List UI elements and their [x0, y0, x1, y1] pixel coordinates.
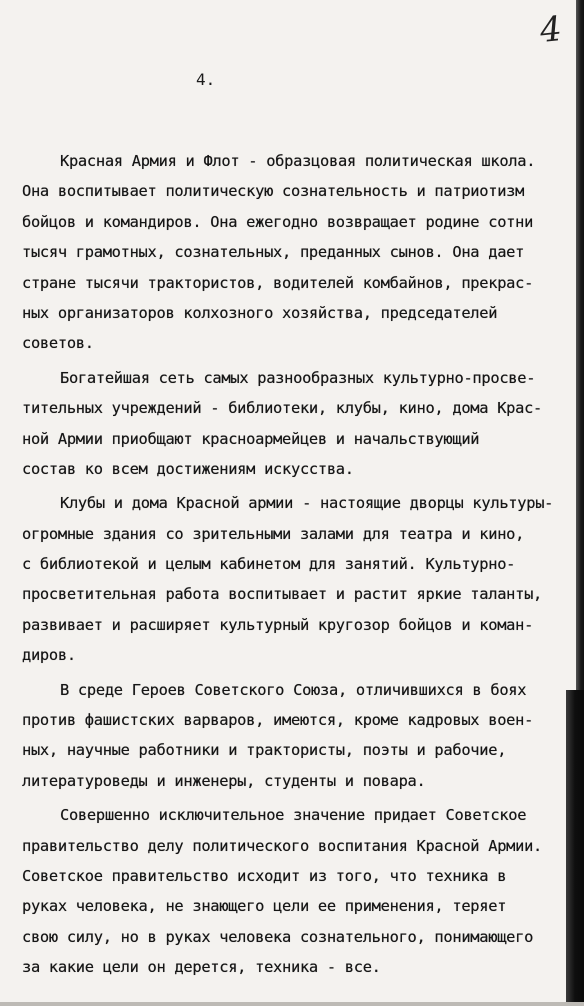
typed-page-number: 4. — [196, 70, 216, 89]
text-line: советов. — [22, 334, 94, 353]
text-line: стране тысячи трактористов, водителей комбайнов, прекрас- — [22, 273, 534, 292]
text-line: Советское правительство исходит из того, что техника в — [22, 866, 507, 885]
text-line: за какие цели он дерется, техника - все. — [22, 958, 381, 977]
paragraph — [22, 146, 570, 359]
text-line: против фашистских варваров, имеются, кроме кадровых воен- — [22, 711, 534, 730]
text-line: литературоведы и инженеры, студенты и повара. — [22, 771, 426, 790]
text-line: свою силу, но в руках человека сознательного, понимающего — [22, 927, 534, 946]
text-line: развивает и расширяет культурный кругозор бойцов и коман- — [22, 615, 534, 634]
text-line: В среде Героев Советского Союза, отличившихся в боях — [60, 680, 527, 699]
text-line: тысяч грамотных, сознательных, преданных сынов. Она дает — [22, 243, 525, 262]
text-line: тительных учреждений - библиотеки, клубы, кино, дома Крас- — [22, 399, 543, 418]
text-line: Она воспитывает политическую сознательность и патриотизм — [22, 182, 525, 201]
text-line: состав ко всем достижениям искусства. — [22, 459, 354, 478]
paragraph — [22, 488, 570, 670]
text-line: ных, научные работники и трактористы, поэты и рабочие, — [22, 741, 507, 760]
text-line: Красная Армия и Флот - образцовая политическая школа. — [60, 152, 536, 170]
text-line: огромные здания со зрительными залами для театра и кино, — [22, 524, 525, 543]
document-body — [22, 146, 570, 983]
text-line: просветительная работа воспитывает и растит яркие таланты, — [22, 585, 543, 604]
text-line: Клубы и дома Красной армии - настоящие дворцы культуры- — [60, 494, 554, 513]
paragraph — [22, 363, 570, 485]
text-line: бойцов и командиров. Она ежегодно возвращает родине сотни — [22, 212, 534, 231]
text-line: ной Армии приобщают красноармейцев и начальствующий — [22, 429, 480, 448]
text-line: правительство делу политического воспитания Красной Армии. — [22, 836, 543, 855]
scan-bottom-edge — [0, 1002, 584, 1006]
text-line: руках человека, не знающего цели ее применения, теряет — [22, 897, 507, 916]
text-line: с библиотекой и целым кабинетом для занятий. Культурно- — [22, 555, 516, 574]
text-line: Богатейшая сеть самых разнообразных культурно-просве- — [60, 368, 536, 387]
scan-edge-shadow-lower — [566, 690, 584, 1006]
text-line: ных организаторов колхозного хозяйства, председателей — [22, 303, 498, 322]
paragraph — [22, 800, 570, 982]
text-line: диров. — [22, 646, 76, 665]
text-line: Совершенно исключительное значение придает Советское — [60, 806, 527, 825]
paragraph — [22, 675, 570, 797]
handwritten-page-number: 4 — [538, 8, 565, 52]
